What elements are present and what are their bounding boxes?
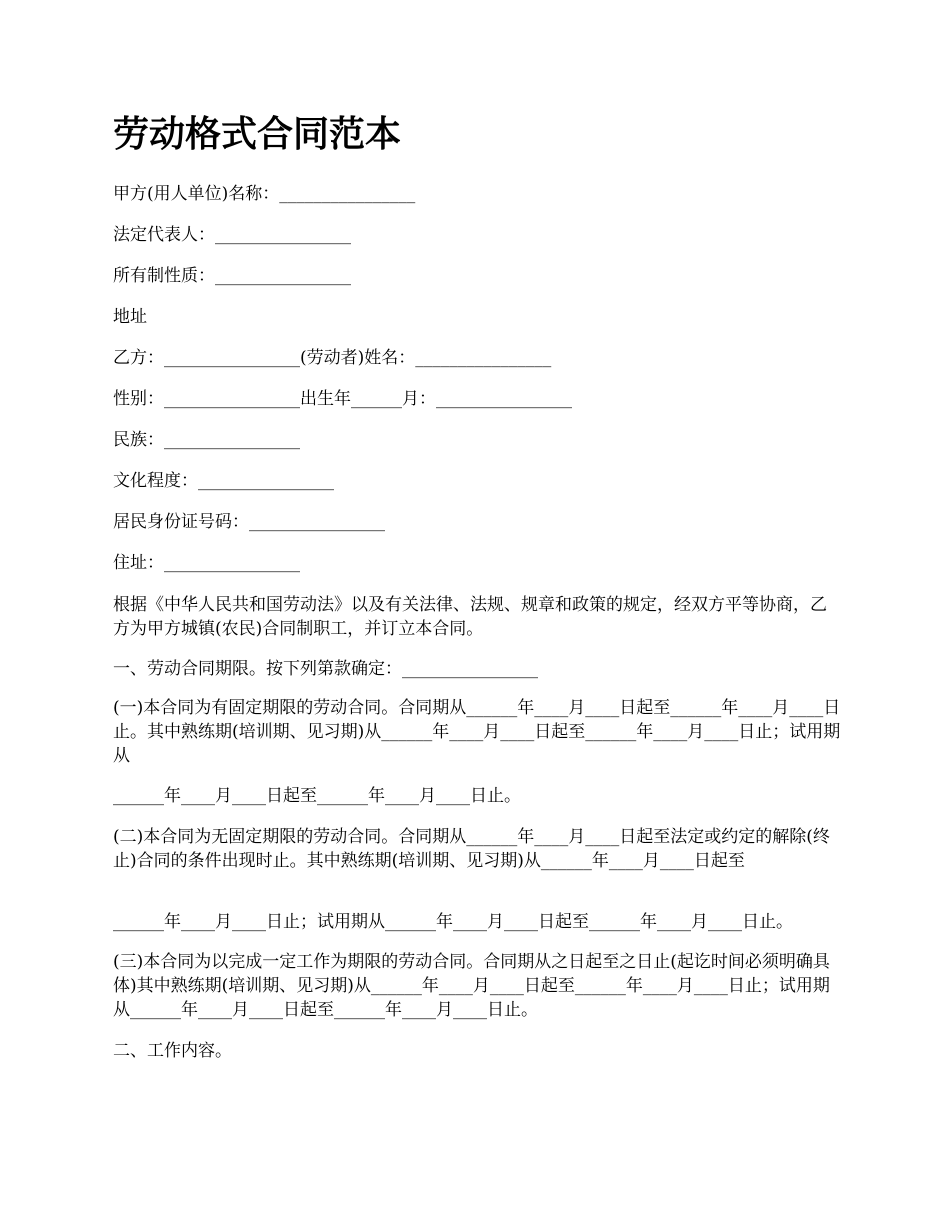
employer-name-field: 甲方(用人单位)名称：________________ bbox=[113, 184, 416, 204]
document-title: 劳动格式合同范本 bbox=[113, 114, 402, 155]
gender-birth-field: 性别：________________出生年______月：________________ bbox=[113, 389, 572, 409]
party-b-field: 乙方：________________(劳动者)姓名：________________ bbox=[113, 348, 552, 368]
legal-representative-field: 法定代表人：________________ bbox=[113, 225, 351, 245]
clause-2-continuation: ______年____月____日止；试用期从______年____月____日起至______年____月____日止。 bbox=[113, 912, 793, 932]
education-field: 文化程度：________________ bbox=[113, 471, 334, 491]
preamble-paragraph: 根据《中华人民共和国劳动法》以及有关法律、法规、规章和政策的规定，经双方平等协商，乙方为甲方城镇(农民)合同制职工，并订立本合同。 bbox=[113, 595, 827, 639]
address-field: 地址 bbox=[113, 307, 147, 327]
clause-2-paragraph: (二)本合同为无固定期限的劳动合同。合同期从______年____月____日起至法定或约定的解除(终止)合同的条件出现时止。其中熟练期(培训期、见习期)从______年____月____日起至 bbox=[113, 827, 830, 871]
clause-1-paragraph: (一)本合同为有固定期限的劳动合同。合同期从______年____月____日起至______年____月____日止。其中熟练期(培训期、见习期)从______年____月____日起至______年____月____日止；试用期从 bbox=[113, 698, 841, 766]
ownership-field: 所有制性质：________________ bbox=[113, 266, 351, 286]
section-2-heading: 二、工作内容。 bbox=[113, 1041, 232, 1061]
clause-1-continuation: ______年____月____日起至______年____月____日止。 bbox=[113, 786, 521, 806]
clause-3-paragraph: (三)本合同为以完成一定工作为期限的劳动合同。合同期从之日起至之日止(起讫时间必须明确具体)其中熟练期(培训期、见习期)从______年____月____日起至______年____月____日止；试用期从______年____月____日起至______年____月____日止。 bbox=[113, 952, 830, 1020]
ethnicity-field: 民族：________________ bbox=[113, 430, 300, 450]
section-1-heading: 一、劳动合同期限。按下列第款确定：________________ bbox=[113, 659, 538, 679]
id-number-field: 居民身份证号码：________________ bbox=[113, 512, 385, 532]
residence-field: 住址：________________ bbox=[113, 553, 300, 573]
